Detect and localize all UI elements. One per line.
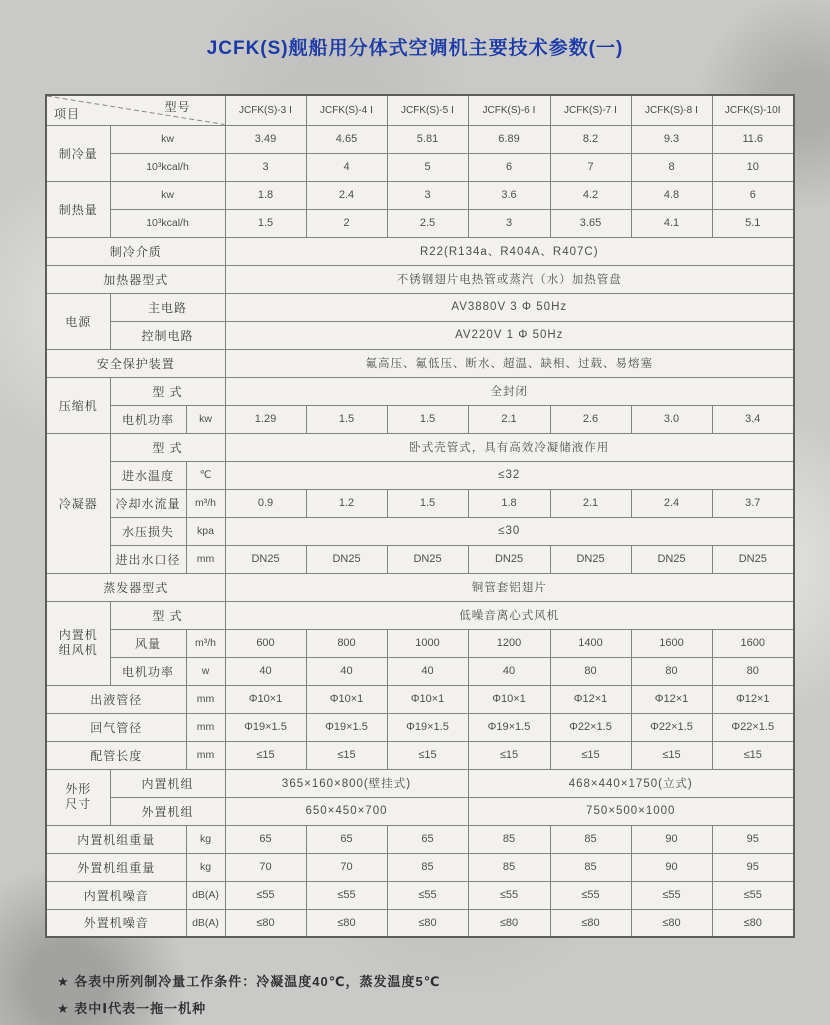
value-cell: 1400 [550,629,631,657]
row-cooling-kcal [46,153,794,181]
value-cell: 85 [468,825,550,853]
value-cell: ≤80 [550,909,631,937]
value-cell: 95 [712,853,794,881]
value-cell: Φ19×1.5 [225,713,306,741]
safety-value: 氟高压、氟低压、断水、超温、缺相、过载、易熔塞 [225,349,794,377]
value-cell: 3.0 [631,405,712,433]
row-condenser-inlet-temp [46,461,794,489]
value-cell: 3.4 [712,405,794,433]
compressor-group-label: 压缩机 [46,377,110,433]
value-cell: 2.4 [306,181,387,209]
row-compressor-motor [46,405,794,433]
value-cell: Φ12×1 [550,685,631,713]
spec-table [45,94,795,938]
value-cell: DN25 [550,545,631,573]
condenser-type-label: 型 式 [110,433,225,461]
value-cell: 2.6 [550,405,631,433]
inlet-temp-unit: ℃ [186,461,225,489]
port-label: 进出水口径 [110,545,186,573]
row-condenser-water-flow [46,489,794,517]
value-cell: 4.1 [631,209,712,237]
value-cell: ≤15 [631,741,712,769]
footnotes [57,968,440,1023]
liquid-pipe-label: 出液管径 [46,685,186,713]
row-outdoor-noise [46,909,794,937]
value-cell: Φ22×1.5 [631,713,712,741]
value-cell: 800 [306,629,387,657]
value-cell: Φ22×1.5 [712,713,794,741]
power-group-label: 电源 [46,293,110,349]
value-cell: 600 [225,629,306,657]
value-cell: 1.8 [468,489,550,517]
value-cell: 3.65 [550,209,631,237]
value-cell: 9.3 [631,125,712,153]
value-cell: 2.1 [468,405,550,433]
row-power-main [46,293,794,321]
port-unit: mm [186,545,225,573]
cooling-kcal-unit: 10³kcal/h [110,153,225,181]
value-cell: ≤80 [468,909,550,937]
value-cell: 85 [468,853,550,881]
corner-model-label: 型号 [164,100,191,114]
fan-motor-unit: w [186,657,225,685]
value-cell: 40 [225,657,306,685]
value-cell: Φ19×1.5 [387,713,468,741]
heating-group-label: 制热量 [46,181,110,237]
value-cell: 90 [631,853,712,881]
value-cell: 70 [306,853,387,881]
dimensions-outdoor-right: 750×500×1000 [468,797,794,825]
gas-pipe-label: 回气管径 [46,713,186,741]
value-cell: 2.4 [631,489,712,517]
value-cell: ≤55 [550,881,631,909]
value-cell: 5.1 [712,209,794,237]
cooling-group-label: 制冷量 [46,125,110,181]
value-cell: 3.7 [712,489,794,517]
value-cell: DN25 [225,545,306,573]
pressure-loss-unit: kpa [186,517,225,545]
row-dimensions-indoor [46,769,794,797]
power-control-label: 控制电路 [110,321,225,349]
condenser-group-label: 冷凝器 [46,433,110,573]
value-cell: Φ22×1.5 [550,713,631,741]
inlet-temp-label: 进水温度 [110,461,186,489]
row-gas-pipe [46,713,794,741]
value-cell: Φ10×1 [306,685,387,713]
model-header: JCFK(S)-3 Ⅰ [225,95,306,125]
model-header: JCFK(S)-6 Ⅰ [468,95,550,125]
value-cell: Φ10×1 [468,685,550,713]
fan-motor-label: 电机功率 [110,657,186,685]
pressure-loss-value: ≤30 [225,517,794,545]
airflow-label: 风量 [110,629,186,657]
value-cell: 85 [550,853,631,881]
value-cell: ≤80 [631,909,712,937]
value-cell: 3.6 [468,181,550,209]
row-heating-kcal [46,209,794,237]
compressor-type-label: 型 式 [110,377,225,405]
evaporator-value: 铜管套铝翅片 [225,573,794,601]
value-cell: ≤55 [306,881,387,909]
row-refrigerant [46,237,794,265]
value-cell: 1.29 [225,405,306,433]
row-condenser-type [46,433,794,461]
fan-type-value: 低噪音离心式风机 [225,601,794,629]
fan-type-label: 型 式 [110,601,225,629]
outdoor-weight-label: 外置机组重量 [46,853,186,881]
row-liquid-pipe [46,685,794,713]
value-cell: 85 [387,853,468,881]
compressor-motor-label: 电机功率 [110,405,186,433]
value-cell: ≤15 [306,741,387,769]
value-cell: 65 [387,825,468,853]
outdoor-noise-unit: dB(A) [186,909,225,937]
row-outdoor-weight [46,853,794,881]
row-safety [46,349,794,377]
value-cell: ≤15 [225,741,306,769]
value-cell: 5.81 [387,125,468,153]
dimensions-indoor-left: 365×160×800(壁挂式) [225,769,468,797]
value-cell: Φ10×1 [225,685,306,713]
evaporator-label: 蒸发器型式 [46,573,225,601]
value-cell: 40 [468,657,550,685]
row-compressor-type [46,377,794,405]
model-header: JCFK(S)-8 Ⅰ [631,95,712,125]
row-pipe-length [46,741,794,769]
refrigerant-value: R22(R134a、R404A、R407C) [225,237,794,265]
value-cell: 10 [712,153,794,181]
row-condenser-port [46,545,794,573]
value-cell: Φ19×1.5 [468,713,550,741]
footnote-legend: ★ 表中Ⅰ代表一拖一机种 [57,1001,207,1017]
value-cell: 3 [225,153,306,181]
value-cell: 4 [306,153,387,181]
value-cell: 8 [631,153,712,181]
water-flow-unit: m³/h [186,489,225,517]
value-cell: 80 [712,657,794,685]
corner-item-label: 项目 [54,106,81,121]
value-cell: ≤80 [712,909,794,937]
value-cell: 4.8 [631,181,712,209]
value-cell: 8.2 [550,125,631,153]
value-cell: 1.2 [306,489,387,517]
value-cell: 1600 [631,629,712,657]
value-cell: 2.5 [387,209,468,237]
value-cell: ≤15 [550,741,631,769]
value-cell: 2 [306,209,387,237]
condenser-type-value: 卧式壳管式，具有高效冷凝储液作用 [225,433,794,461]
value-cell: DN25 [306,545,387,573]
value-cell: ≤80 [225,909,306,937]
row-heating-kw [46,181,794,209]
row-evaporator [46,573,794,601]
outdoor-noise-label: 外置机噪音 [46,909,186,937]
value-cell: Φ10×1 [387,685,468,713]
row-cooling-kw [46,125,794,153]
value-cell: 1200 [468,629,550,657]
row-fan-motor [46,657,794,685]
value-cell: 65 [306,825,387,853]
value-cell: 65 [225,825,306,853]
value-cell: Φ19×1.5 [306,713,387,741]
dimensions-indoor-label: 内置机组 [110,769,225,797]
heating-kw-unit: kw [110,181,225,209]
indoor-weight-unit: kg [186,825,225,853]
heater-value: 不锈钢翅片电热管或蒸汽（水）加热管盘 [225,265,794,293]
dimensions-outdoor-left: 650×450×700 [225,797,468,825]
cooling-kw-unit: kw [110,125,225,153]
power-main-value: AV3880V 3 Φ 50Hz [225,293,794,321]
safety-label: 安全保护装置 [46,349,225,377]
value-cell: ≤55 [468,881,550,909]
pipe-length-label: 配管长度 [46,741,186,769]
value-cell: 1.5 [225,209,306,237]
power-control-value: AV220V 1 Φ 50Hz [225,321,794,349]
fan-group-label [46,601,110,685]
value-cell: 1.5 [306,405,387,433]
value-cell: DN25 [468,545,550,573]
value-cell: 1600 [712,629,794,657]
value-cell: 7 [550,153,631,181]
value-cell: ≤55 [225,881,306,909]
value-cell: ≤15 [712,741,794,769]
row-heater [46,265,794,293]
row-dimensions-outdoor [46,797,794,825]
value-cell: 70 [225,853,306,881]
row-condenser-pressure-loss [46,517,794,545]
compressor-motor-unit: kw [186,405,225,433]
compressor-type-value: 全封闭 [225,377,794,405]
value-cell: ≤55 [631,881,712,909]
refrigerant-label: 制冷介质 [46,237,225,265]
indoor-noise-label: 内置机噪音 [46,881,186,909]
row-fan-airflow [46,629,794,657]
value-cell: 4.2 [550,181,631,209]
pressure-loss-label: 水压损失 [110,517,186,545]
value-cell: 1.8 [225,181,306,209]
value-cell: 0.9 [225,489,306,517]
dimensions-group-label [46,769,110,825]
dimensions-group-label-line1: 外形 [65,782,92,796]
outdoor-weight-unit: kg [186,853,225,881]
value-cell: 4.65 [306,125,387,153]
value-cell: 3 [468,209,550,237]
value-cell: 1.5 [387,489,468,517]
value-cell: DN25 [631,545,712,573]
fan-group-label-line2: 组风机 [58,643,98,657]
heating-kcal-unit: 10³kcal/h [110,209,225,237]
inlet-temp-value: ≤32 [225,461,794,489]
indoor-weight-label: 内置机组重量 [46,825,186,853]
value-cell: 90 [631,825,712,853]
value-cell: 3 [387,181,468,209]
pipe-length-unit: mm [186,741,225,769]
value-cell: 85 [550,825,631,853]
model-header: JCFK(S)-4 Ⅰ [306,95,387,125]
liquid-pipe-unit: mm [186,685,225,713]
fan-group-label-line1: 内置机 [58,628,98,642]
gas-pipe-unit: mm [186,713,225,741]
value-cell: DN25 [387,545,468,573]
value-cell: ≤15 [387,741,468,769]
power-main-label: 主电路 [110,293,225,321]
airflow-unit: m³/h [186,629,225,657]
model-header: JCFK(S)-5 Ⅰ [387,95,468,125]
model-header: JCFK(S)-10Ⅰ [712,95,794,125]
row-power-control [46,321,794,349]
value-cell: 1.5 [387,405,468,433]
footnote-conditions: ★ 各表中所列制冷量工作条件：冷凝温度40℃，蒸发温度5℃ [57,974,441,989]
corner-cell [46,95,225,125]
value-cell: 5 [387,153,468,181]
dimensions-outdoor-label: 外置机组 [110,797,225,825]
value-cell: ≤80 [387,909,468,937]
dimensions-group-label-line2: 尺寸 [65,797,92,811]
value-cell: 6 [468,153,550,181]
value-cell: Φ12×1 [631,685,712,713]
value-cell: 3.49 [225,125,306,153]
heater-label: 加热器型式 [46,265,225,293]
model-header: JCFK(S)-7 Ⅰ [550,95,631,125]
value-cell: DN25 [712,545,794,573]
indoor-noise-unit: dB(A) [186,881,225,909]
row-indoor-noise [46,881,794,909]
value-cell: ≤80 [306,909,387,937]
value-cell: 6.89 [468,125,550,153]
water-flow-label: 冷却水流量 [110,489,186,517]
value-cell: 80 [631,657,712,685]
value-cell: 1000 [387,629,468,657]
value-cell: ≤55 [712,881,794,909]
row-indoor-weight [46,825,794,853]
value-cell: Φ12×1 [712,685,794,713]
header-row [46,95,794,125]
row-fan-type [46,601,794,629]
value-cell: 40 [306,657,387,685]
value-cell: 80 [550,657,631,685]
page-title: JCFK(S)舰船用分体式空调机主要技术参数(一) [206,38,624,59]
value-cell: ≤55 [387,881,468,909]
value-cell: 40 [387,657,468,685]
dimensions-indoor-right: 468×440×1750(立式) [468,769,794,797]
value-cell: ≤15 [468,741,550,769]
value-cell: 11.6 [712,125,794,153]
value-cell: 2.1 [550,489,631,517]
value-cell: 6 [712,181,794,209]
value-cell: 95 [712,825,794,853]
